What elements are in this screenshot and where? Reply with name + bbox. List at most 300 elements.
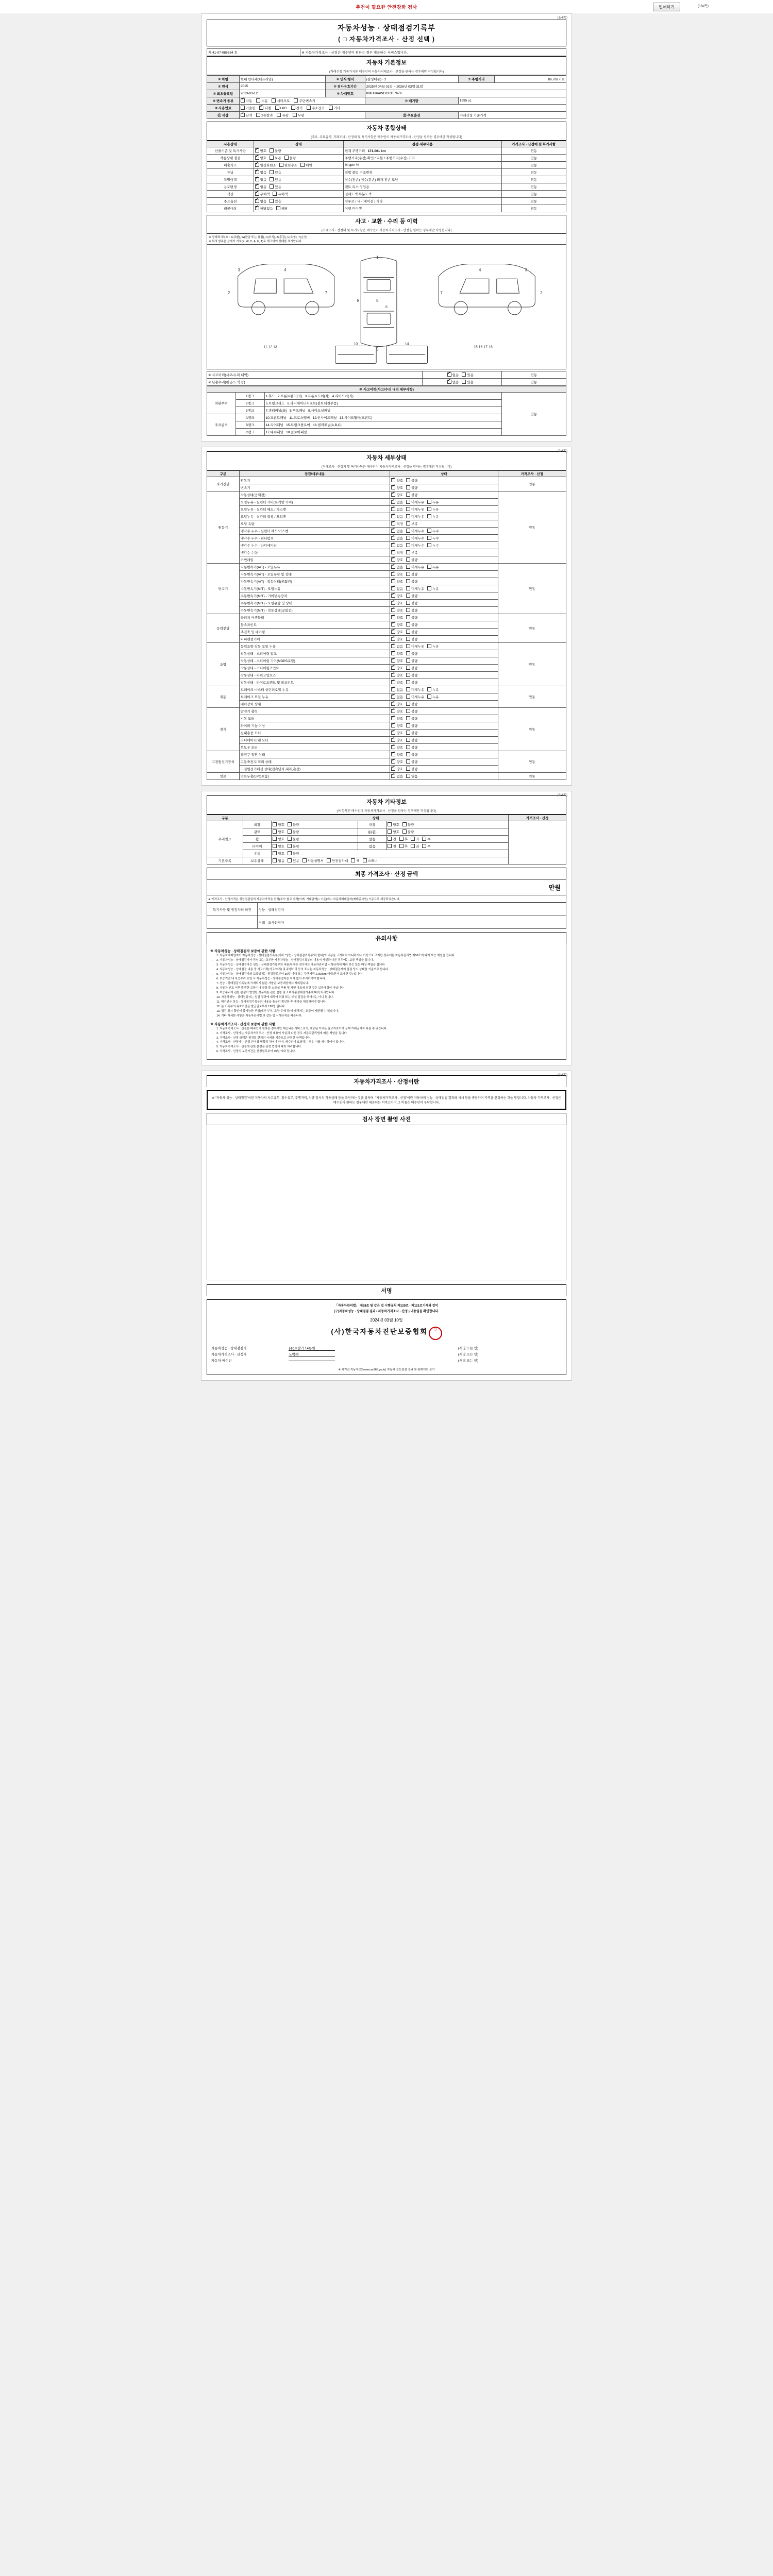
document-title-box <box>207 20 566 46</box>
legend-group-0-label: 외판부위 <box>207 393 236 414</box>
section-sub-etc: (이 항목은 매수인이 자동차가격조사 · 산정을 원하는 경우에만 작성됩니다) <box>207 807 566 815</box>
price-unit: 만원 <box>207 880 566 895</box>
sign-row-1-label: 자동차가격조사 · 산정자 <box>211 1353 247 1357</box>
etc-cat-basic: 기본품목 <box>207 857 243 865</box>
etc-row-3-opts2[interactable]: 전 후 좌 우 <box>386 843 509 850</box>
detail-4-1-item: 작동상태 - 스티어링 펌프 <box>239 650 390 657</box>
page-number-1: (1/4쪽) <box>557 16 567 20</box>
check-fuel-diesel[interactable]: ✔ 디젤 <box>259 107 271 110</box>
etc-row-1-opts2[interactable]: 양호 불량 <box>386 828 509 836</box>
sign-row-0-value: (주)토탈카 14통원 <box>289 1346 335 1351</box>
svg-text:7: 7 <box>325 291 328 296</box>
terms-sec-0-title: ※ 자동차성능 · 상태점검자 보증에 관한 사항 <box>210 950 276 953</box>
value-vin: KMHU6AWDCU157679 <box>365 90 566 97</box>
etc-row-3-opts[interactable]: 양호 불량 <box>272 843 358 850</box>
overall-row-4-detail: 침수(전손) 침수(분손) 화재 전손 도난 <box>343 176 501 183</box>
terms-0-item-12: • 13. 점검 당시 확인이 불가능한 부위(내부 부식, 도장 두께 등)에 대해서는 보증이 제한될 수 있습니다. <box>216 1010 563 1014</box>
overall-row-5-note: 연동 <box>501 183 566 191</box>
value-fuel-checks <box>239 105 566 112</box>
overall-row-6-opts[interactable]: ✔ 무채색 유채색 <box>254 191 343 198</box>
detail-col-0: 구분 <box>207 471 240 477</box>
doc-article-note: ※ 자동차가격조사 · 산정은 매수인이 원하는 경우 제공하는 서비스입니다. <box>300 49 566 56</box>
overall-row-3-detail: 적법 불법 구조변경 <box>343 169 501 176</box>
etc-row-1-opts[interactable]: 양호 불량 <box>272 828 358 836</box>
detail-1-2-item: 오일누유 - 실린더 헤드 / 가스켓 <box>239 506 390 513</box>
detail-8-note: 연동 <box>498 773 566 780</box>
detail-2-1-item: 자동변속기(A/T) - 오일유량 및 상태 <box>239 571 390 578</box>
signature-company: (사)한국자동차진단보증협회 <box>331 1328 428 1336</box>
overall-row-6-name: 색상 <box>207 191 254 198</box>
detail-1-4-opts[interactable]: ✔ 적정 부족 <box>390 520 498 528</box>
detail-8-0-opts[interactable]: ✔ 없음 있음 <box>390 773 498 780</box>
section-title-etc: 자동차 기타정보 <box>207 795 566 807</box>
detail-1-4-item: 오일 유량 <box>239 520 390 528</box>
check-color-gloss[interactable]: 유광 <box>277 114 289 117</box>
accident-legend-title: ※ 사고이력(사고/수리 내역 세부사항) <box>207 386 566 393</box>
check-trans-cvt[interactable]: 무단변속기 <box>294 99 315 103</box>
detail-1-7-opts[interactable]: ✔ 없음 미세누수 누수 <box>390 542 498 549</box>
detail-1-3-opts[interactable]: ✔ 없음 미세누유 누유 <box>390 513 498 520</box>
check-trans-auto[interactable]: ✔ 자동 <box>241 99 253 103</box>
etc-row-2-opts2[interactable]: 전 후 좌 우 <box>386 836 509 843</box>
overall-row-1-detail: 주행거리(수정) 확인 / 교환 / 주행거리(수정) 기타 <box>343 155 501 162</box>
terms-0-item-1: • 2. 자동차성능 · 상태점검자가 작성 또는 교부한 자동차성능 · 상태점검기록부의 내용이 사실과 다른 경우에는 보증 책임을 집니다. <box>216 959 563 963</box>
label-vin: ⑥ 차대번호 <box>325 90 365 97</box>
overall-col-2: 점검·세부내용 <box>343 141 501 147</box>
detail-6-2-item: 와이퍼 기능 이상 <box>239 722 390 730</box>
detail-4-3-item: 작동상태 - 스티어링조인트 <box>239 665 390 672</box>
detail-4-2-opts[interactable]: ✔ 양호 불량 <box>390 657 498 665</box>
overall-row-7-note: 연동 <box>501 198 566 205</box>
overall-row-8-name: 리콜대상 <box>207 205 254 212</box>
detail-6-5-opts[interactable]: ✔ 양호 불량 <box>390 744 498 751</box>
detail-col-2: 점검/세부내용 <box>239 471 390 477</box>
detail-3-3-opts[interactable]: ✔ 양호 불량 <box>390 636 498 643</box>
overall-col-0: 사용상태 <box>207 141 254 147</box>
overall-row-2-note: 연동 <box>501 162 566 169</box>
legend-row-5-items: 17.대쉬패널 18.플로어패널 <box>264 429 501 436</box>
terms-1-item-4: • 5. 자동차가격조사 · 산정에 관한 분쟁은 관련 법령에 따라 처리합니다. <box>216 1045 563 1049</box>
svg-text:10: 10 <box>354 342 358 346</box>
detail-7-0-item: 충전구 절연 상태 <box>239 751 390 758</box>
detail-1-1-item: 오일누유 - 실린더 커버(로커암 커버) <box>239 499 390 506</box>
value-color-checks <box>239 112 365 119</box>
etc-row-3-item: 타이어 <box>243 843 272 850</box>
legend-row-2-rank: 3랭크 <box>236 407 264 414</box>
label-fuel: ⑨ 사용연료 <box>207 105 240 112</box>
overall-row-5-detail: 렌트 리스 영업용 <box>343 183 501 191</box>
page-number-2: (2/4쪽) <box>557 449 567 453</box>
svg-text:3: 3 <box>525 267 527 273</box>
svg-text:3: 3 <box>238 267 241 273</box>
signature-confirm-2: (구)자동차성능 · 상태점검 결과 / 자동차가격조사 · 산정 ) 내용임을 확인합니다. <box>334 1310 439 1314</box>
price-row-0-label: 특기사항 및 점검자의 의견 <box>207 903 258 916</box>
check-fuel-electric[interactable]: 전기 <box>291 107 303 110</box>
section-sub-accident: (거래조사 · 산정의 및 특기사항은 매수인이 자동차가격조사 · 산정을 원하는 경우에만 작성됩니다) <box>207 227 566 234</box>
doc-title-main: 자동차성능 · 상태점검기록부 <box>338 24 435 32</box>
svg-text:14: 14 <box>405 342 409 346</box>
overall-row-1-note: 연동 <box>501 155 566 162</box>
detail-3-1-opts[interactable]: ✔ 양호 불량 <box>390 621 498 629</box>
detail-0-0-item: 원동기 <box>239 477 390 484</box>
section-title-overall: 자동차 종합상태 <box>207 122 566 133</box>
overall-row-2-name: 배출가스 <box>207 162 254 169</box>
svg-text:11 12 13: 11 12 13 <box>263 345 277 349</box>
etc-col-0: 구분 <box>207 815 243 821</box>
check-trans-manual[interactable]: 수동 <box>256 99 268 103</box>
overall-row-0-opts[interactable]: ✔ 양호 불량 <box>254 147 343 155</box>
page-number-3: (3/4쪽) <box>557 793 567 797</box>
detail-7-1-item: 구동축전지 격리 상태 <box>239 758 390 766</box>
label-color: ⑪ 색상 <box>207 112 240 119</box>
legend-row-1-items: 5.트렁크리드 6.라디에이터서포트(볼트체결부품) <box>264 400 501 407</box>
etc-row-0-item2: 내장 <box>358 821 386 828</box>
overall-row-4-opts[interactable]: ✔ 없음 있음 <box>254 176 343 183</box>
section-sub-overall: (주요, 주요골격, 거래조사 · 산정의 및 특기사항은 매수인이 자동차가격조사 · 산정을 원하는 경우에만 작성됩니다) <box>207 133 566 141</box>
section-title-terms: 유의사항 <box>207 932 566 944</box>
signature-date: 2024년 03월 10일 <box>370 1318 403 1323</box>
detail-5-2-item: 배력장치 상태 <box>239 701 390 708</box>
detail-6-4-item: 라디에이터 팬 모터 <box>239 737 390 744</box>
overall-row-5-name: 용도변경 <box>207 183 254 191</box>
svg-text:9: 9 <box>357 299 359 303</box>
detail-4-5-opts[interactable]: ✔ 양호 불량 <box>390 679 498 686</box>
detail-1-2-opts[interactable]: ✔ 없음 미세누유 누유 <box>390 506 498 513</box>
overall-row-0-note: 연동 <box>501 147 566 155</box>
label-mileage: ⑦ 주행거리 <box>458 76 494 83</box>
label-first-reg: ③ 최초등록일 <box>207 90 240 97</box>
etc-row-4-opts[interactable]: 양호 불량 <box>272 850 509 857</box>
detail-5-0-opts[interactable]: ✔ 없음 미세누유 누유 <box>390 686 498 693</box>
check-fuel-hydrogen[interactable]: 수소전기 <box>307 107 325 110</box>
price-table <box>207 879 566 903</box>
detail-3-1-item: 등속죠인트 <box>239 621 390 629</box>
svg-text:7: 7 <box>440 291 443 296</box>
detail-0-1-item: 변속기 <box>239 484 390 492</box>
svg-text:5: 5 <box>376 347 379 352</box>
overall-col-1: 상태 <box>254 141 343 147</box>
accident-status-table <box>207 371 566 386</box>
label-inspect-valid: ⑤ 검사유효기간 <box>325 83 365 90</box>
etc-row-0-opts[interactable]: 양호 불량 <box>272 821 358 828</box>
detail-3-3-item: 디퍼렌셜기어 <box>239 636 390 643</box>
section-title-photos: 검사 장면 촬영 사진 <box>207 1113 566 1125</box>
svg-text:4: 4 <box>478 267 481 273</box>
detail-7-0-opts[interactable]: ✔ 양호 불량 <box>390 751 498 758</box>
detail-0-1-opts[interactable]: ✔ 양호 불량 <box>390 484 498 492</box>
detail-cat-6: 전기 <box>207 708 240 751</box>
sign-row-0-sign: (서명 또는 인) <box>458 1347 479 1351</box>
overall-row-8-detail: 이행 미이행 <box>343 205 501 212</box>
terms-1-item-0: • 1. 자동차가격조사 · 산정은 매수인이 원하는 경우에만 제공되는 서비스로서, 제공된 가격은 참고자료이며 실제 거래금액과 다를 수 있습니다. <box>216 1027 563 1031</box>
car-damage-diagram <box>207 245 566 369</box>
detail-7-2-item: 고전원전기배선 상태(접속단자,피복,손상) <box>239 766 390 773</box>
terms-0-item-0: • 1. 자동차매매업자가 자동차성능 · 상태점검기록부(이하 "성능 · 상태점검기록부"라 한다)의 내용을 고지하지 아니하거나 거짓으로 고지한 경우에는 자동차관리법 제58조에 따라 보증 책임을 집니다. <box>216 954 563 958</box>
detail-2-4-opts[interactable]: ✔ 양호 불량 <box>390 592 498 600</box>
detail-cat-5: 제동 <box>207 686 240 708</box>
terms-sec-1-title: ※ 자동차가격조사 · 산정자 보증에 관한 사항 <box>210 1022 276 1026</box>
etc-row-2-item2: 없음 <box>358 836 386 843</box>
detail-7-note: 연동 <box>498 751 566 773</box>
terms-sec-1-list <box>216 1027 563 1055</box>
terms-0-item-3: • 4. 자동차성능 · 상태점검 내용 중 사고이력(사고/수리) 및 주행거리 등의 표시는 자동차성능 · 상태점검자의 점검 당시 상태를 기준으로 합니다. <box>216 968 563 972</box>
detail-5-2-opts[interactable]: ✔ 양호 불량 <box>390 701 498 708</box>
etc-info-table <box>207 815 566 865</box>
overall-row-3-note: 연동 <box>501 169 566 176</box>
value-mileage: 86,762키로 <box>494 76 566 83</box>
etc-row-0-opts2[interactable]: 양호 불량 <box>386 821 509 828</box>
detail-2-6-opts[interactable]: ✔ 양호 불량 <box>390 607 498 614</box>
detail-1-6-opts[interactable]: ✔ 없음 미세누수 누수 <box>390 535 498 542</box>
etc-row-5-item: 보유상태 <box>243 857 272 865</box>
detail-cat-1: 원동기 <box>207 492 240 564</box>
sheet-page-4 <box>201 1071 572 1380</box>
etc-row-2-opts[interactable]: 양호 불량 <box>272 836 358 843</box>
notice2-body: ※ "자동차 성능 · 상태점검"이란 자동차의 사고유무, 침수유무, 주행거리, 각종 장치의 작동상태 등을 확인하는 것을 말하며, "자동차가격조사 · 산정"이란 자동차의 성능 · 상태점검 결과와 시세 등을 종합하여 가격을 산정하는 것을 말합니다. 자동차 가격조사 · 산정은 매수인이 원하는 경우에만 제공되는 서비스이며 그 비용은 매수인이 부담합니다. <box>212 1097 561 1105</box>
accident-status2-label: ※ 단순수리(판금/도색 등) <box>207 379 423 386</box>
detail-1-1-opts[interactable]: ✔ 없음 미세누유 누유 <box>390 499 498 506</box>
basic-info-table <box>207 75 566 119</box>
etc-row-1-item2: 룸(휠) <box>358 828 386 836</box>
sheet-page-3 <box>201 791 572 1065</box>
label-car-name: ① 차명 <box>207 76 240 83</box>
detail-4-3-opts[interactable]: ✔ 양호 불량 <box>390 665 498 672</box>
detail-6-0-opts[interactable]: ✔ 양호 불량 <box>390 708 498 715</box>
etc-row-1-item: 광택 <box>243 828 272 836</box>
value-model-year: (삼성대동) · 2 <box>365 76 458 83</box>
detail-6-3-item: 실내송풍 모터 <box>239 730 390 737</box>
detail-0-note: 연동 <box>498 477 566 492</box>
price-opinion-table <box>207 903 566 929</box>
legend-row-4-items: 14.리어패널 15.트렁크플로어 16.필러패널(A,B,C) <box>264 421 501 429</box>
detail-cat-2: 변속기 <box>207 564 240 614</box>
value-year: 2015 <box>239 83 325 90</box>
detail-1-9-item: 커먼레일 <box>239 556 390 564</box>
section-title-accident: 사고 · 교환 · 수리 등 이력 <box>207 215 566 227</box>
detail-2-5-opts[interactable]: ✔ 양호 불량 <box>390 600 498 607</box>
detail-1-0-item: 작동상태(공회전) <box>239 492 390 499</box>
detail-3-note: 연동 <box>498 614 566 643</box>
legend-row-1-rank: 2랭크 <box>236 400 264 407</box>
sheet-page-1 <box>201 13 572 442</box>
detail-2-2-item: 자동변속기(A/T) - 작동상태(공회전) <box>239 578 390 585</box>
detail-6-note: 연동 <box>498 708 566 751</box>
terms-0-item-8: • 9. 보증수리에 관한 분쟁이 발생한 경우에는 관련 법령 및 소비자분쟁해결기준에 따라 처리합니다. <box>216 991 563 995</box>
value-inspect-valid: 2025년 04월 01일 ~ 2026년 03월 31일 <box>365 83 566 90</box>
overall-row-6-note: 연동 <box>501 191 566 198</box>
price-row-1-label <box>207 916 258 929</box>
detail-4-note: 연동 <box>498 643 566 686</box>
terms-1-item-1: • 2. 가격조사 · 산정자는 자동차가격조사 · 산정 내용이 사실과 다른 경우 자동차관리법에 따른 책임을 집니다. <box>216 1032 563 1036</box>
detail-6-3-opts[interactable]: ✔ 양호 불량 <box>390 730 498 737</box>
detail-6-5-item: 윈도우 모터 <box>239 744 390 751</box>
check-color-matte[interactable]: 무광 <box>293 114 305 117</box>
page-number-4: (4/4쪽) <box>557 1073 567 1077</box>
sign-row-1-sign: (서명 또는 인) <box>458 1353 479 1357</box>
terms-0-item-9: • 10. 자동차성능 · 상태점검자는 점검 결과에 대하여 허위 또는 부실 점검을 하여서는 아니 됩니다. <box>216 996 563 1000</box>
detail-4-0-opts[interactable]: ✔ 없음 미세누유 누유 <box>390 643 498 650</box>
sign-row-2-sign: (서명 또는 인) <box>458 1359 479 1363</box>
overall-row-8-opts[interactable]: ✔ 해당없음 해당 <box>254 205 343 212</box>
svg-text:2: 2 <box>540 291 543 296</box>
detail-2-6-item: 수동변속기(M/T) - 작동상태(공회전) <box>239 607 390 614</box>
price-desc: ※ 가격조사 · 산정가격은 성능점검일의 자동차가격을 산정(조사 참고 가격)이며, 거래금액(□ 기준)에 □ 자동차매매업자(매매종사원) 기준으로 제공되었습니다. <box>207 895 566 903</box>
terms-0-item-10: • 11. 매수인은 성능 · 상태점검기록부의 내용을 충분히 확인한 후 계약을 체결하여야 합니다. <box>216 1001 563 1005</box>
detail-2-3-item: 수동변속기(M/T) - 오일누유 <box>239 585 390 592</box>
overall-row-7-name: 주요옵션 <box>207 198 254 205</box>
detail-4-0-item: 동력조향 작동 오일 누유 <box>239 643 390 650</box>
detail-7-2-opts[interactable]: ✔ 양호 불량 <box>390 766 498 773</box>
detail-4-4-opts[interactable]: ✔ 양호 불량 <box>390 672 498 679</box>
overall-row-3-opts[interactable]: ✔ 없음 있음 <box>254 169 343 176</box>
check-color-single[interactable]: ✔ 단색 <box>241 114 253 117</box>
terms-1-item-5: • 6. 가격조사 · 산정의 보증기간은 산정일로부터 30일 이내 입니다. <box>216 1050 563 1054</box>
check-fuel-etc[interactable]: 기타 <box>329 107 341 110</box>
sheet-page-2 <box>201 447 572 786</box>
detail-5-1-opts[interactable]: ✔ 없음 미세누유 누유 <box>390 693 498 701</box>
etc-cat-repair: 수리필요 <box>207 821 243 857</box>
sign-row-1-value: 노박래 <box>289 1352 335 1357</box>
detail-cat-0: 자기진단 <box>207 477 240 492</box>
detail-1-5-opts[interactable]: ✔ 없음 미세누수 누수 <box>390 528 498 535</box>
detail-3-0-opts[interactable]: ✔ 양호 불량 <box>390 614 498 621</box>
accident-status-note: 연동 <box>501 371 566 379</box>
svg-text:1: 1 <box>376 255 379 260</box>
detail-4-1-opts[interactable]: ✔ 양호 불량 <box>390 650 498 657</box>
overall-row-2-opts[interactable]: ✔ 일산화탄소 탄화수소 매연 <box>254 162 343 169</box>
label-disp: ⑩ 배기량 <box>365 97 458 105</box>
detail-4-4-item: 작동상태 - 파워고압호스 <box>239 672 390 679</box>
accident-status2-note: 연동 <box>501 379 566 386</box>
detail-col-3: 상태 <box>390 471 498 477</box>
overall-row-4-note: 연동 <box>501 176 566 183</box>
section-title-detail: 자동차 세부상태 <box>207 451 566 463</box>
detail-2-note: 연동 <box>498 564 566 614</box>
section-title-notice2: 자동차가격조사 · 산정이란 <box>207 1075 566 1087</box>
signature-area <box>207 1299 566 1375</box>
etc-row-0-item: 외장 <box>243 821 272 828</box>
terms-sec-0-list <box>216 954 563 1019</box>
detail-5-1-item: 브레이크 오일 누유 <box>239 693 390 701</box>
terms-0-item-4: • 5. 자동차성능 · 상태점검자의 보증범위는 점검일로부터 30일 이내 또는 주행거리 2,000km 이내(먼저 도래한 것) 입니다. <box>216 973 563 977</box>
accident-note-1: ※ 위의 항목은 상세기 기호(X, W, C, A, U, T)로 체크하여 상태를 표기합니다. <box>209 240 303 243</box>
detail-7-1-opts[interactable]: ✔ 양호 불량 <box>390 758 498 766</box>
terms-0-item-13: • 14. 기타 자세한 사항은 자동차관리법 및 같은 법 시행규칙을 따릅니다. <box>216 1014 563 1019</box>
top-warning-text: 추천이 필요한 안전강화 검사 <box>356 4 417 10</box>
inspection-photo-area <box>207 1125 566 1280</box>
accident-status-opts[interactable]: ✔ 없음 있음 <box>423 371 501 379</box>
label-year: ② 연식 <box>207 83 240 90</box>
terms-1-item-2: • 3. 가격조사 · 산정 금액은 점검일 현재의 시세를 기준으로 산정한 금액입니다. <box>216 1037 563 1041</box>
svg-text:15 16 17 18: 15 16 17 18 <box>474 345 493 349</box>
etc-note <box>509 821 566 865</box>
overall-row-1-name: 작동상태 점검 <box>207 155 254 162</box>
detail-2-0-item: 자동변속기(A/T) - 오일누유 <box>239 564 390 571</box>
label-model-year: ④ 연식/형식 <box>325 76 365 83</box>
overall-row-3-name: 튜닝 <box>207 169 254 176</box>
etc-col-3: 가격조사 · 산정 <box>509 815 566 821</box>
print-button[interactable]: 인쇄하기 <box>653 3 680 11</box>
price-row-1-value: 거래 · 조사산정자 <box>257 916 566 929</box>
doc-article-table <box>207 48 566 56</box>
company-seal-stamp: 인 <box>429 1327 442 1340</box>
detail-5-note: 연동 <box>498 686 566 708</box>
section-title-signature: 서명 <box>207 1284 566 1296</box>
overall-col-3: 가격조사 · 산정에 필 특기사항 <box>501 141 566 147</box>
check-trans-semi[interactable]: 세미오토 <box>272 99 290 103</box>
detail-1-6-item: 냉각수 누수 - 워터펌프 <box>239 535 390 542</box>
detail-6-1-item: 시동 모터 <box>239 715 390 722</box>
overall-row-6-detail: 전체도색 부분도색 <box>343 191 501 198</box>
svg-text:2: 2 <box>227 291 230 296</box>
detail-6-2-opts[interactable]: ✔ 양호 불량 <box>390 722 498 730</box>
notice2-box <box>207 1090 566 1110</box>
legend-group-3-label: 주요골격 <box>207 414 236 436</box>
detail-2-0-opts[interactable]: ✔ 없음 미세누유 누유 <box>390 564 498 571</box>
detail-3-2-opts[interactable]: ✔ 양호 불량 <box>390 629 498 636</box>
overall-row-1-opts[interactable]: ✔ 양호 보통 불량 <box>254 155 343 162</box>
overall-row-8-note: 연동 <box>501 205 566 212</box>
terms-0-item-7: • 8. 자동차 인도 이후 발생한 고장이나 결함 중 소모성 부품 및 자연 마모에 의한 것은 보증대상이 아닙니다. <box>216 987 563 991</box>
sign-row-0-label: 자동차성능 · 상태점검자 <box>211 1347 247 1351</box>
detail-6-1-opts[interactable]: ✔ 양호 불량 <box>390 715 498 722</box>
overall-row-0-detail: 현재 주행거리 171,001 km <box>343 147 501 155</box>
value-option-note: 거래신청 기준가격 <box>458 112 566 119</box>
detail-1-0-opts[interactable]: ✔ 양호 불량 <box>390 492 498 499</box>
detail-1-8-item: 냉각수 수량 <box>239 549 390 556</box>
section-title-basic: 자동차 기본정보 <box>207 56 566 68</box>
accident-legend-table <box>207 386 566 436</box>
detail-2-3-opts[interactable]: ✔ 없음 미세누유 누유 <box>390 585 498 592</box>
detail-6-0-item: 발전기 출력 <box>239 708 390 715</box>
detail-2-2-opts[interactable]: ✔ 양호 불량 <box>390 578 498 585</box>
label-option: ⑫ 주요옵션 <box>365 112 458 119</box>
detail-cat-4: 조향 <box>207 643 240 686</box>
detail-6-4-opts[interactable]: ✔ 양호 불량 <box>390 737 498 744</box>
detail-2-4-item: 수동변속기(M/T) - 기어변속장치 <box>239 592 390 600</box>
doc-title-sub: ( □ 자동차가격조사 · 산정 선택 ) <box>338 36 435 43</box>
overall-row-2-detail: % ppm % <box>343 162 501 169</box>
detail-4-2-item: 작동상태 - 스티어링 기어(MDPS포함) <box>239 657 390 665</box>
overall-row-5-opts[interactable]: ✔ 없음 있음 <box>254 183 343 191</box>
overall-row-7-opts[interactable]: ✔ 없음 있음 <box>254 198 343 205</box>
section-sub-detail: (거래조사 · 산정의 및 특기사항은 매수인이 자동차가격조사 · 산정을 원하는 경우에만 작성됩니다) <box>207 463 566 470</box>
detail-3-0-item: 클러치 어셈블리 <box>239 614 390 621</box>
etc-row-5-opts[interactable]: 없음 있음 사용설명서 안전삼각대 잭 스패너 <box>272 857 509 865</box>
check-fuel-gasoline[interactable]: 가솔린 <box>241 107 256 110</box>
detail-1-8-opts[interactable]: ✔ 적정 부족 <box>390 549 498 556</box>
signature-confirm-1: 「자동차관리법」 제58조 및 같은 법 시행규칙 제120조 · 제121조기재와 같이 <box>334 1304 439 1308</box>
detail-1-9-opts[interactable]: ✔ 양호 불량 <box>390 556 498 564</box>
value-disp: 1995 cc <box>458 97 566 105</box>
section-sub-basic: (거래신청 가중가치중 매수인의 자동차거래조사 · 산정을 원하는 경우에만 작성됩니다) <box>207 68 566 75</box>
signature-rows-table <box>210 1345 563 1363</box>
detail-0-0-opts[interactable]: ✔ 양호 불량 <box>390 477 498 484</box>
detail-2-1-opts[interactable]: ✔ 양호 불량 <box>390 571 498 578</box>
svg-text:8: 8 <box>376 298 379 303</box>
car-diagram-svg <box>207 245 566 368</box>
legend-row-2-items: 7.쿼터패널(좌) 8.루프패널 9.사이드실패널 <box>264 407 501 414</box>
legend-row-3-rank: A랭크 <box>236 414 264 421</box>
value-car-name: 현대 싼타페(더프라임) <box>239 76 325 83</box>
check-fuel-lpg[interactable]: LPG <box>275 107 287 110</box>
check-color-two-tone[interactable]: 2톤칼라 <box>256 114 273 117</box>
section-title-price: 최종 가격조사 · 산정 금액 <box>207 868 566 879</box>
detail-1-note: 연동 <box>498 492 566 564</box>
accident-status2-opts[interactable]: ✔ 없음 있음 <box>423 379 501 386</box>
value-first-reg: 2013-03-12 <box>239 90 325 97</box>
top-page-label: (1/4쪽) <box>697 5 709 8</box>
